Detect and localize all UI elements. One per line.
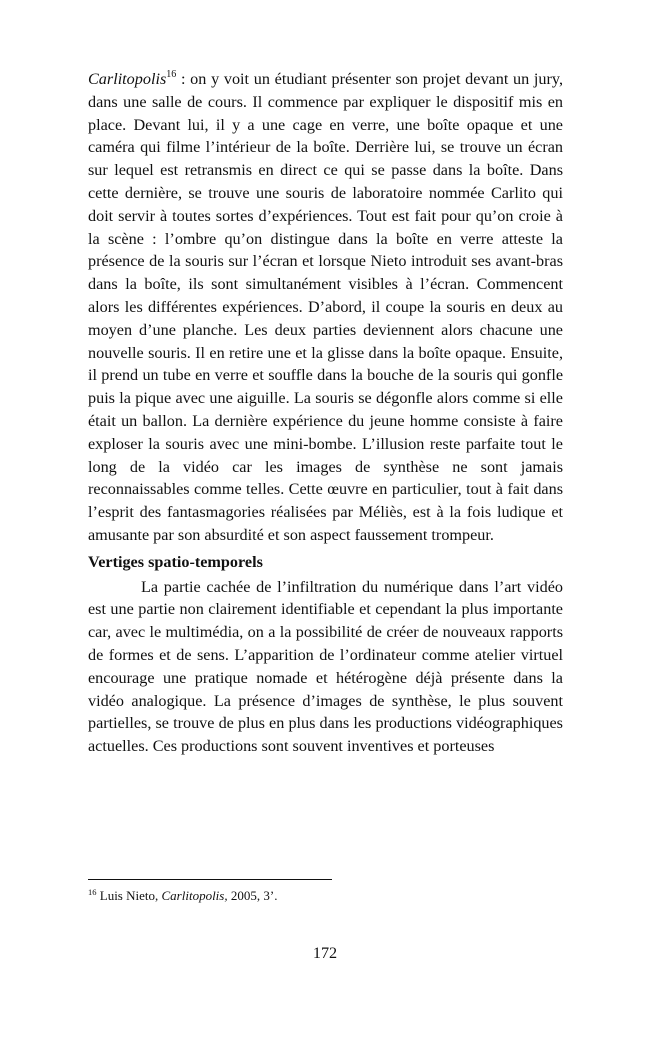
paragraph-vertiges: La partie cachée de l’infiltration du numérique dans l’art vidéo est une partie non clairement identifiable et cependant la plus importante car, avec le multimédia, on a la possibilité de créer de nouveaux rapports de formes et de sens. L’apparition de l’ordinateur comme atelier virtuel encourage une pratique nomade et hétérogène déjà présente dans la vidéo analogique. La présence d’images de synthèse, le plus souvent partielles, se trouve de plus en plus dans les productions vidéographiques actuelles. Ces productions sont souvent inventives et porteuses — [88, 577, 563, 756]
footnote-divider — [88, 879, 332, 880]
section-heading: Vertiges spatio-temporels — [88, 552, 263, 571]
paragraph-text: : on y voit un étudiant présenter son projet devant un jury, dans une salle de cours. Il commence par expliquer le dispositif mis en place. Devant lui, il y a une cage en verre, une boîte opaque et une caméra qui filme l’intérieur de la boîte. Derrière lui, se trouve un écran sur lequel est retransmis en direct ce qui se passe dans la boîte. Dans cette dernière, se trouve une souris de laboratoire nommée Carlito qui doit servir à toutes sortes d’expériences. Tout est fait pour qu’on croie à la scène : l’ombre qu’on distingue dans la boîte en verre atteste la présence de la souris sur l’écran et lorsque Nieto introduit ses avant-bras dans la boîte, ils sont simultanément visibles à l’écran. Commencent alors les différentes expériences. D’abord, il coupe la souris en deux au moyen d’une planche. Les deux parties deviennent alors chacune une nouvelle souris. Il en retire une et la glisse dans la boîte opaque. Ensuite, il prend un tube en verre et souffle dans la bouche de la souris qui gonfle puis la pique avec une aiguille. La souris se dégonfle alors comme si elle était un ballon. La dernière expérience du jeune homme consiste à faire exploser la souris avec une mini-bombe. L’illusion reste parfaite tout le long de la vidéo car les images de synthèse ne sont jamais reconnaissables comme telles. Cette œuvre en particulier, tout à fait dans l’esprit des fantasmagories réalisées par Méliès, est à la fois ludique et amusante par son absurdité et son aspect faussement trompeur. — [88, 70, 563, 544]
page-number: 172 — [312, 944, 338, 962]
work-title: Carlitopolis — [88, 70, 167, 88]
paragraph-carlitopolis — [88, 68, 563, 547]
footnote-number: 16 — [88, 887, 97, 897]
page-body — [88, 68, 563, 758]
footnote-work-title: Carlitopolis, — [161, 888, 228, 903]
footnote — [88, 888, 563, 904]
footnote-details: 2005, 3’. — [227, 888, 278, 903]
footnote-reference[interactable]: 16 — [166, 69, 177, 80]
footnote-author: Luis Nieto, — [96, 888, 162, 903]
